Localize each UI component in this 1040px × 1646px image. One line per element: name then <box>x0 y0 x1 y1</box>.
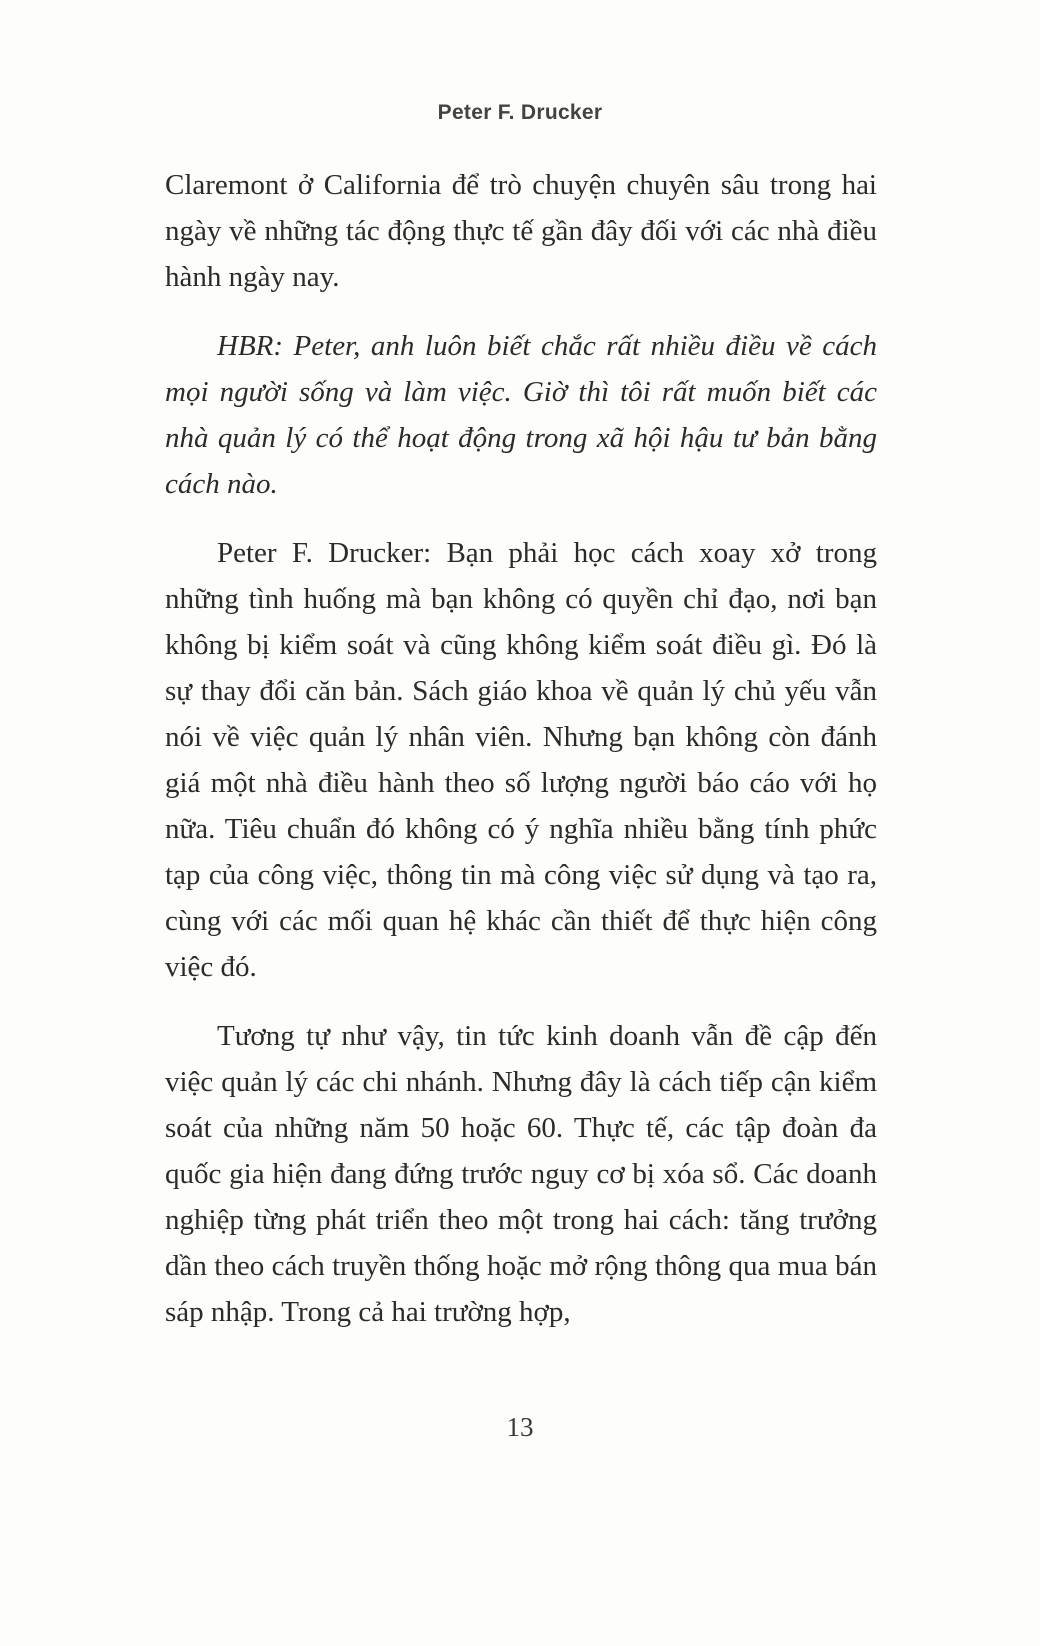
running-header: Peter F. Drucker <box>437 101 603 124</box>
paragraph-drucker-answer: Peter F. Drucker: Bạn phải học cách xoay xở trong những tình huống mà bạn không có quyền chỉ đạo, nơi bạn không bị kiểm soát và cũng không kiểm soát điều gì. Đó là sự thay đổi căn bản. Sách giáo khoa về quản lý chủ yếu vẫn nói về việc quản lý nhân viên. Nhưng bạn không còn đánh giá một nhà điều hành theo số lượng người báo cáo với họ nữa. Tiêu chuẩn đó không có ý nghĩa nhiều bằng tính phức tạp của công việc, thông tin mà công việc sử dụng và tạo ra, cùng với các mối quan hệ khác cần thiết để thực hiện công việc đó. <box>165 537 877 983</box>
page-body <box>165 162 877 1358</box>
paragraph-hbr-question: HBR: Peter, anh luôn biết chắc rất nhiều điều về cách mọi người sống và làm việc. Giờ thì tôi rất muốn biết các nhà quản lý có thể hoạt động trong xã hội hậu tư bản bằng cách nào. <box>165 330 877 500</box>
paragraph-continuation: Claremont ở California để trò chuyện chuyên sâu trong hai ngày về những tác động thực tế gần đây đối với các nhà điều hành ngày nay. <box>165 169 877 293</box>
page-number: 13 <box>506 1412 534 1442</box>
paragraph-drucker-answer-continued: Tương tự như vậy, tin tức kinh doanh vẫn đề cập đến việc quản lý các chi nhánh. Nhưng đây là cách tiếp cận kiểm soát của những năm 50 hoặc 60. Thực tế, các tập đoàn đa quốc gia hiện đang đứng trước nguy cơ bị xóa sổ. Các doanh nghiệp từng phát triển theo một trong hai cách: tăng trưởng dần theo cách truyền thống hoặc mở rộng thông qua mua bán sáp nhập. Trong cả hai trường hợp, <box>165 1020 877 1328</box>
